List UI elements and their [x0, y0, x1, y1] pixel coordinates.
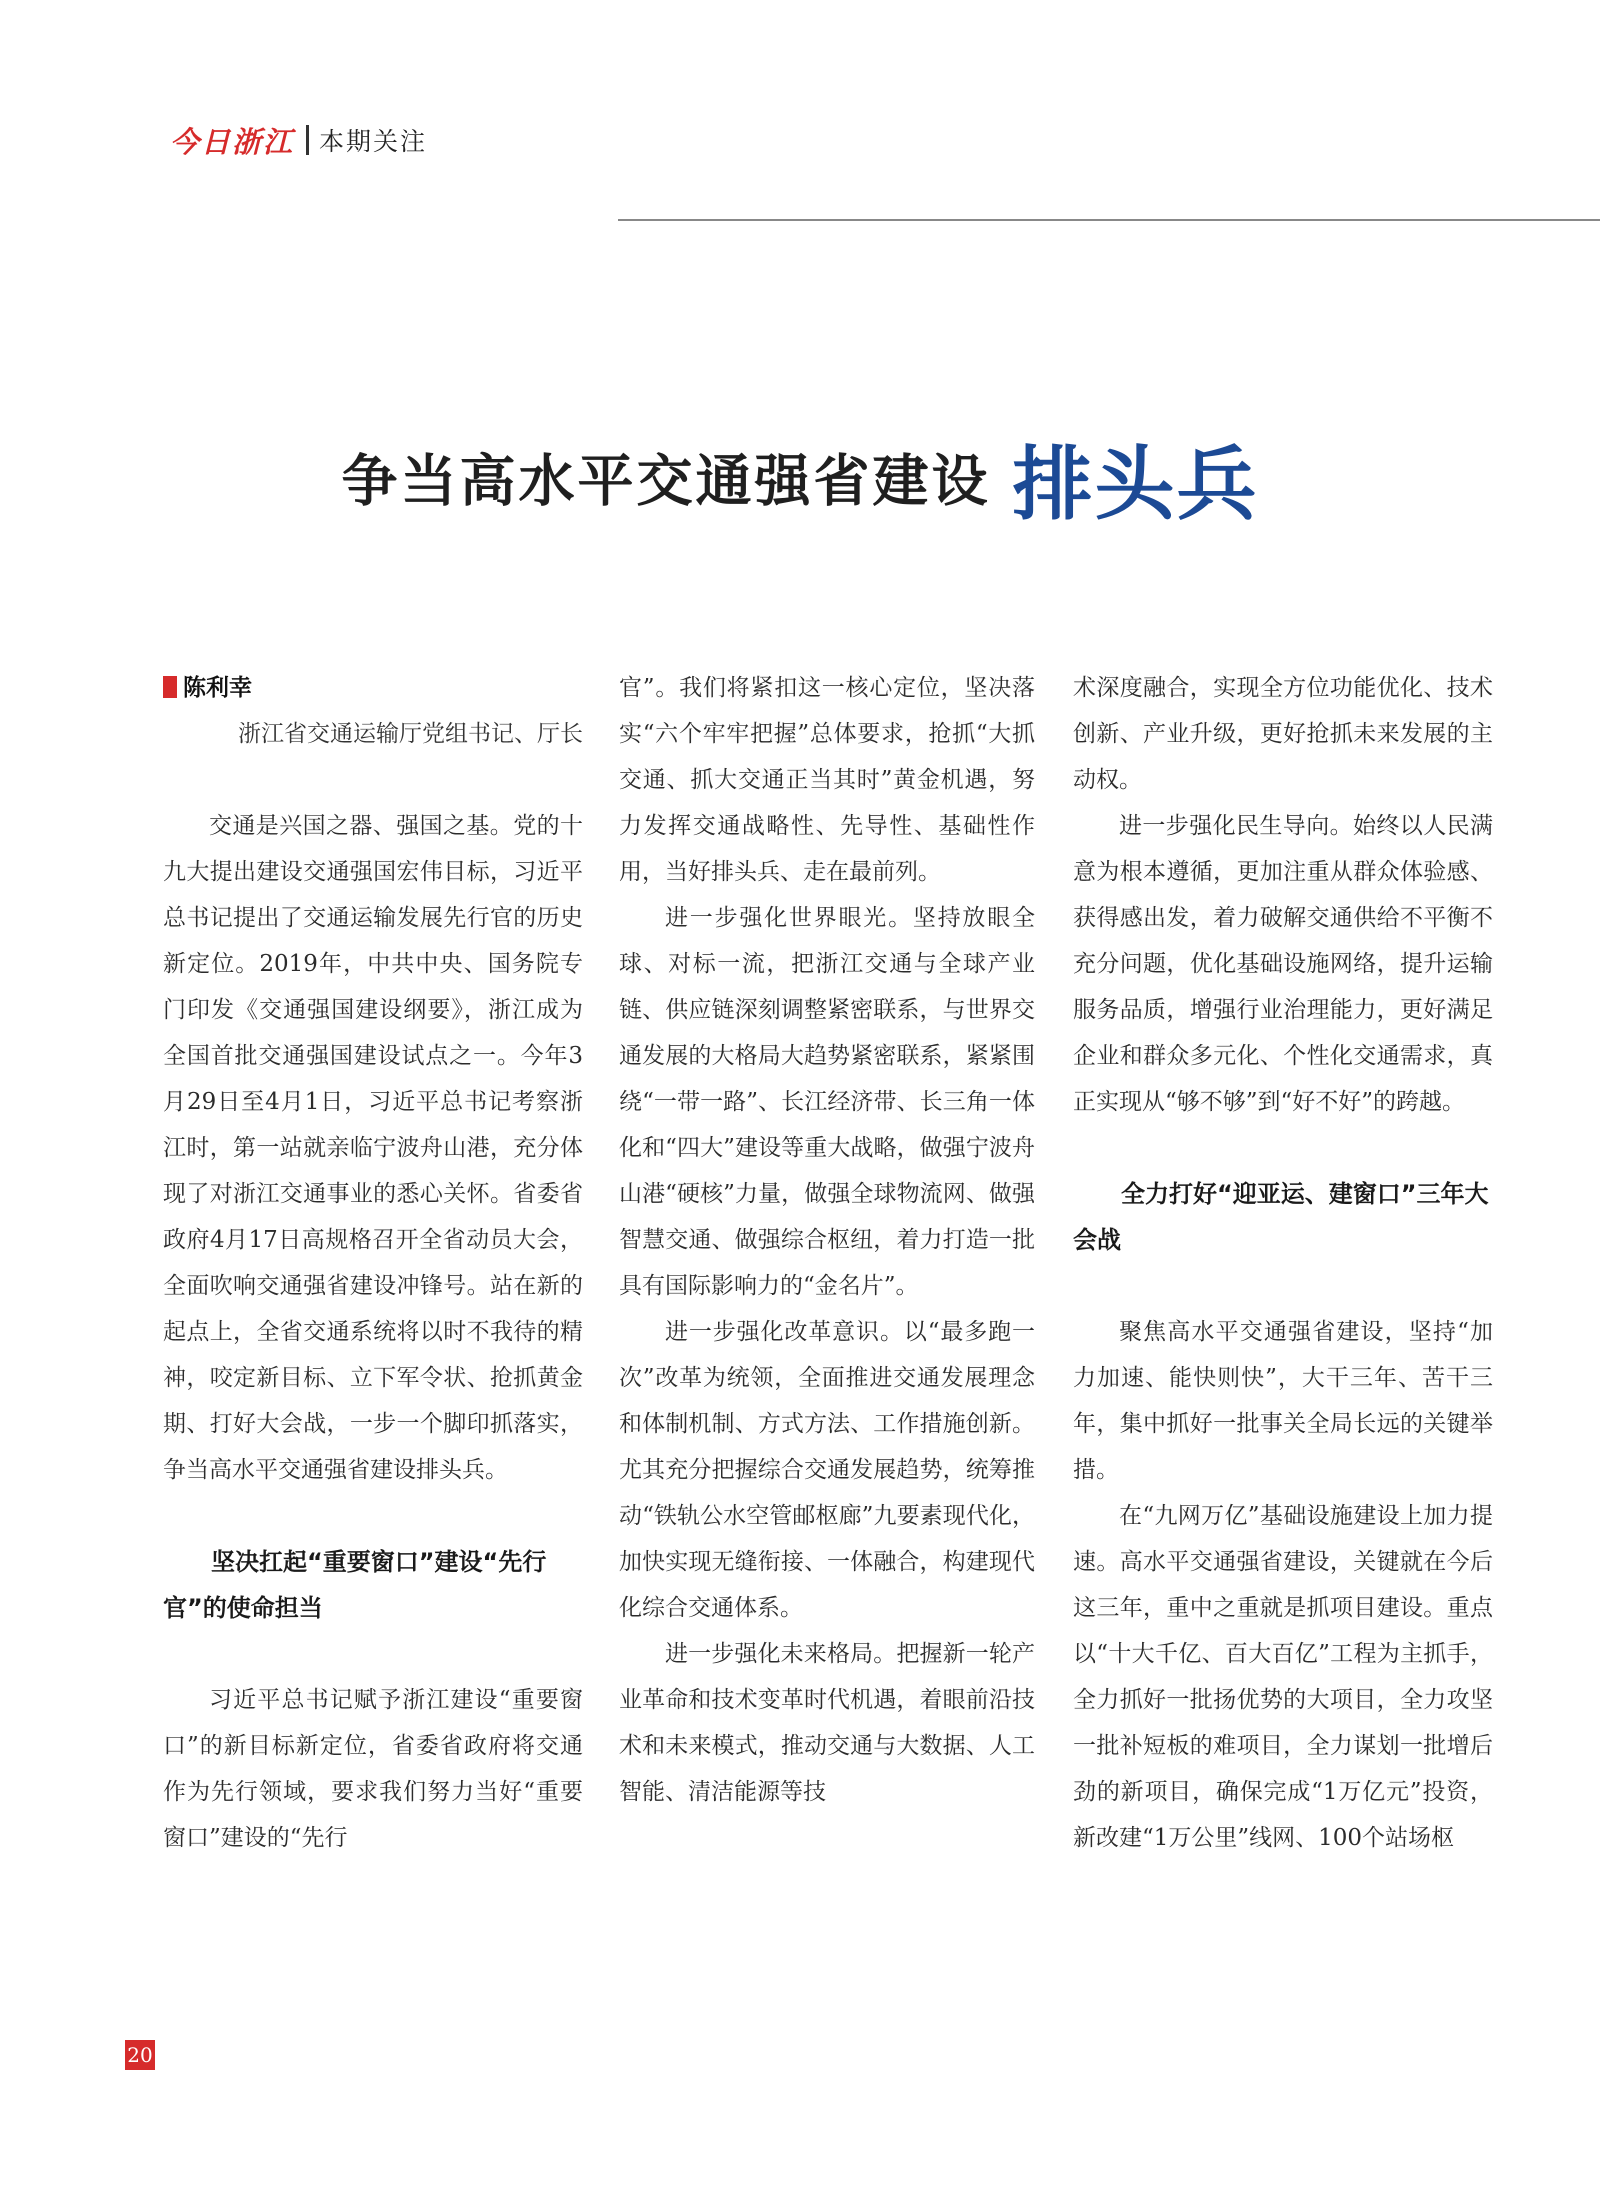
- column-1: [163, 665, 583, 1861]
- column-3: [1073, 665, 1493, 1861]
- paragraph: 在“九网万亿”基础设施建设上加力提速。高水平交通强省建设，关键就在今后这三年，重中之重就是抓项目建设。重点以“十大千亿、百大百亿”工程为主抓手，全力抓好一批扬优势的大项目，全力攻坚一批补短板的难项目，全力谋划一批增后劲的新项目，确保完成“1万亿元”投资，新改建“1万公里”线网、100个站场枢: [1073, 1503, 1493, 1851]
- author-position: 浙江省交通运输厅党组书记、厅长: [238, 721, 583, 747]
- paragraph: 进一步强化世界眼光。坚持放眼全球、对标一流，把浙江交通与全球产业链、供应链深刻调整紧密联系，与世界交通发展的大格局大趋势紧密联系，紧紧围绕“一带一路”、长江经济带、长三角一体化和“四大”建设等重大战略，做强宁波舟山港“硬核”力量，做强全球物流网、做强智慧交通、做强综合枢纽，着力打造一批具有国际影响力的“金名片”。: [619, 905, 1035, 1299]
- header-divider: [306, 125, 309, 155]
- magazine-logo: 今日浙江: [170, 124, 295, 159]
- page-header: [170, 120, 427, 160]
- author-marker: [163, 676, 177, 698]
- author-line: [163, 665, 583, 711]
- paragraph: 进一步强化未来格局。把握新一轮产业革命和技术变革时代机遇，着眼前沿技术和未来模式，推动交通与大数据、人工智能、清洁能源等技: [619, 1641, 1035, 1805]
- paragraph: 交通是兴国之器、强国之基。党的十九大提出建设交通强国宏伟目标，习近平总书记提出了交通运输发展先行官的历史新定位。2019年，中共中央、国务院专门印发《交通强国建设纲要》，浙江成为全国首批交通强国建设试点之一。今年3月29日至4月1日，习近平总书记考察浙江时，第一站就亲临宁波舟山港，充分体现了对浙江交通事业的悉心关怀。省委省政府4月17日高规格召开全省动员大会，全面吹响交通强省建设冲锋号。站在新的起点上，全省交通系统将以时不我待的精神，咬定新目标、立下军令状、抢抓黄金期、打好大会战，一步一个脚印抓落实，争当高水平交通强省建设排头兵。: [163, 813, 583, 1483]
- section-heading: 坚决扛起“重要窗口”建设“先行官”的使命担当: [163, 1548, 547, 1622]
- page-number: 20: [125, 2040, 155, 2070]
- column-2: [619, 665, 1035, 1815]
- paragraph: 聚焦高水平交通强省建设，坚持“加力加速、能快则快”，大干三年、苦干三年，集中抓好一批事关全局长远的关键举措。: [1073, 1319, 1493, 1483]
- title-accent: 排头兵: [1012, 438, 1259, 531]
- paragraph: 术深度融合，实现全方位功能优化、技术创新、产业升级，更好抢抓未来发展的主动权。: [1073, 675, 1493, 793]
- title-main: 争当高水平交通强省建设: [341, 448, 991, 515]
- author-name: 陈利幸: [183, 675, 252, 701]
- article-title: [0, 420, 1600, 535]
- paragraph: 官”。我们将紧扣这一核心定位，坚决落实“六个牢牢把握”总体要求，抢抓“大抓交通、抓大交通正当其时”黄金机遇，努力发挥交通战略性、先导性、基础性作用，当好排头兵、走在最前列。: [619, 675, 1035, 885]
- section-label: 本期关注: [319, 127, 428, 156]
- top-rule: [618, 219, 1600, 221]
- section-heading: 全力打好“迎亚运、建窗口”三年大会战: [1073, 1180, 1489, 1254]
- paragraph: 进一步强化民生导向。始终以人民满意为根本遵循，更加注重从群众体验感、获得感出发，着力破解交通供给不平衡不充分问题，优化基础设施网络，提升运输服务品质，增强行业治理能力，更好满足企业和群众多元化、个性化交通需求，真正实现从“够不够”到“好不好”的跨越。: [1073, 813, 1493, 1115]
- paragraph: 习近平总书记赋予浙江建设“重要窗口”的新目标新定位，省委省政府将交通作为先行领域，要求我们努力当好“重要窗口”建设的“先行: [163, 1687, 583, 1851]
- paragraph: 进一步强化改革意识。以“最多跑一次”改革为统领，全面推进交通发展理念和体制机制、方式方法、工作措施创新。尤其充分把握综合交通发展趋势，统筹推动“铁轨公水空管邮枢廊”九要素现代化，加快实现无缝衔接、一体融合，构建现代化综合交通体系。: [619, 1319, 1035, 1621]
